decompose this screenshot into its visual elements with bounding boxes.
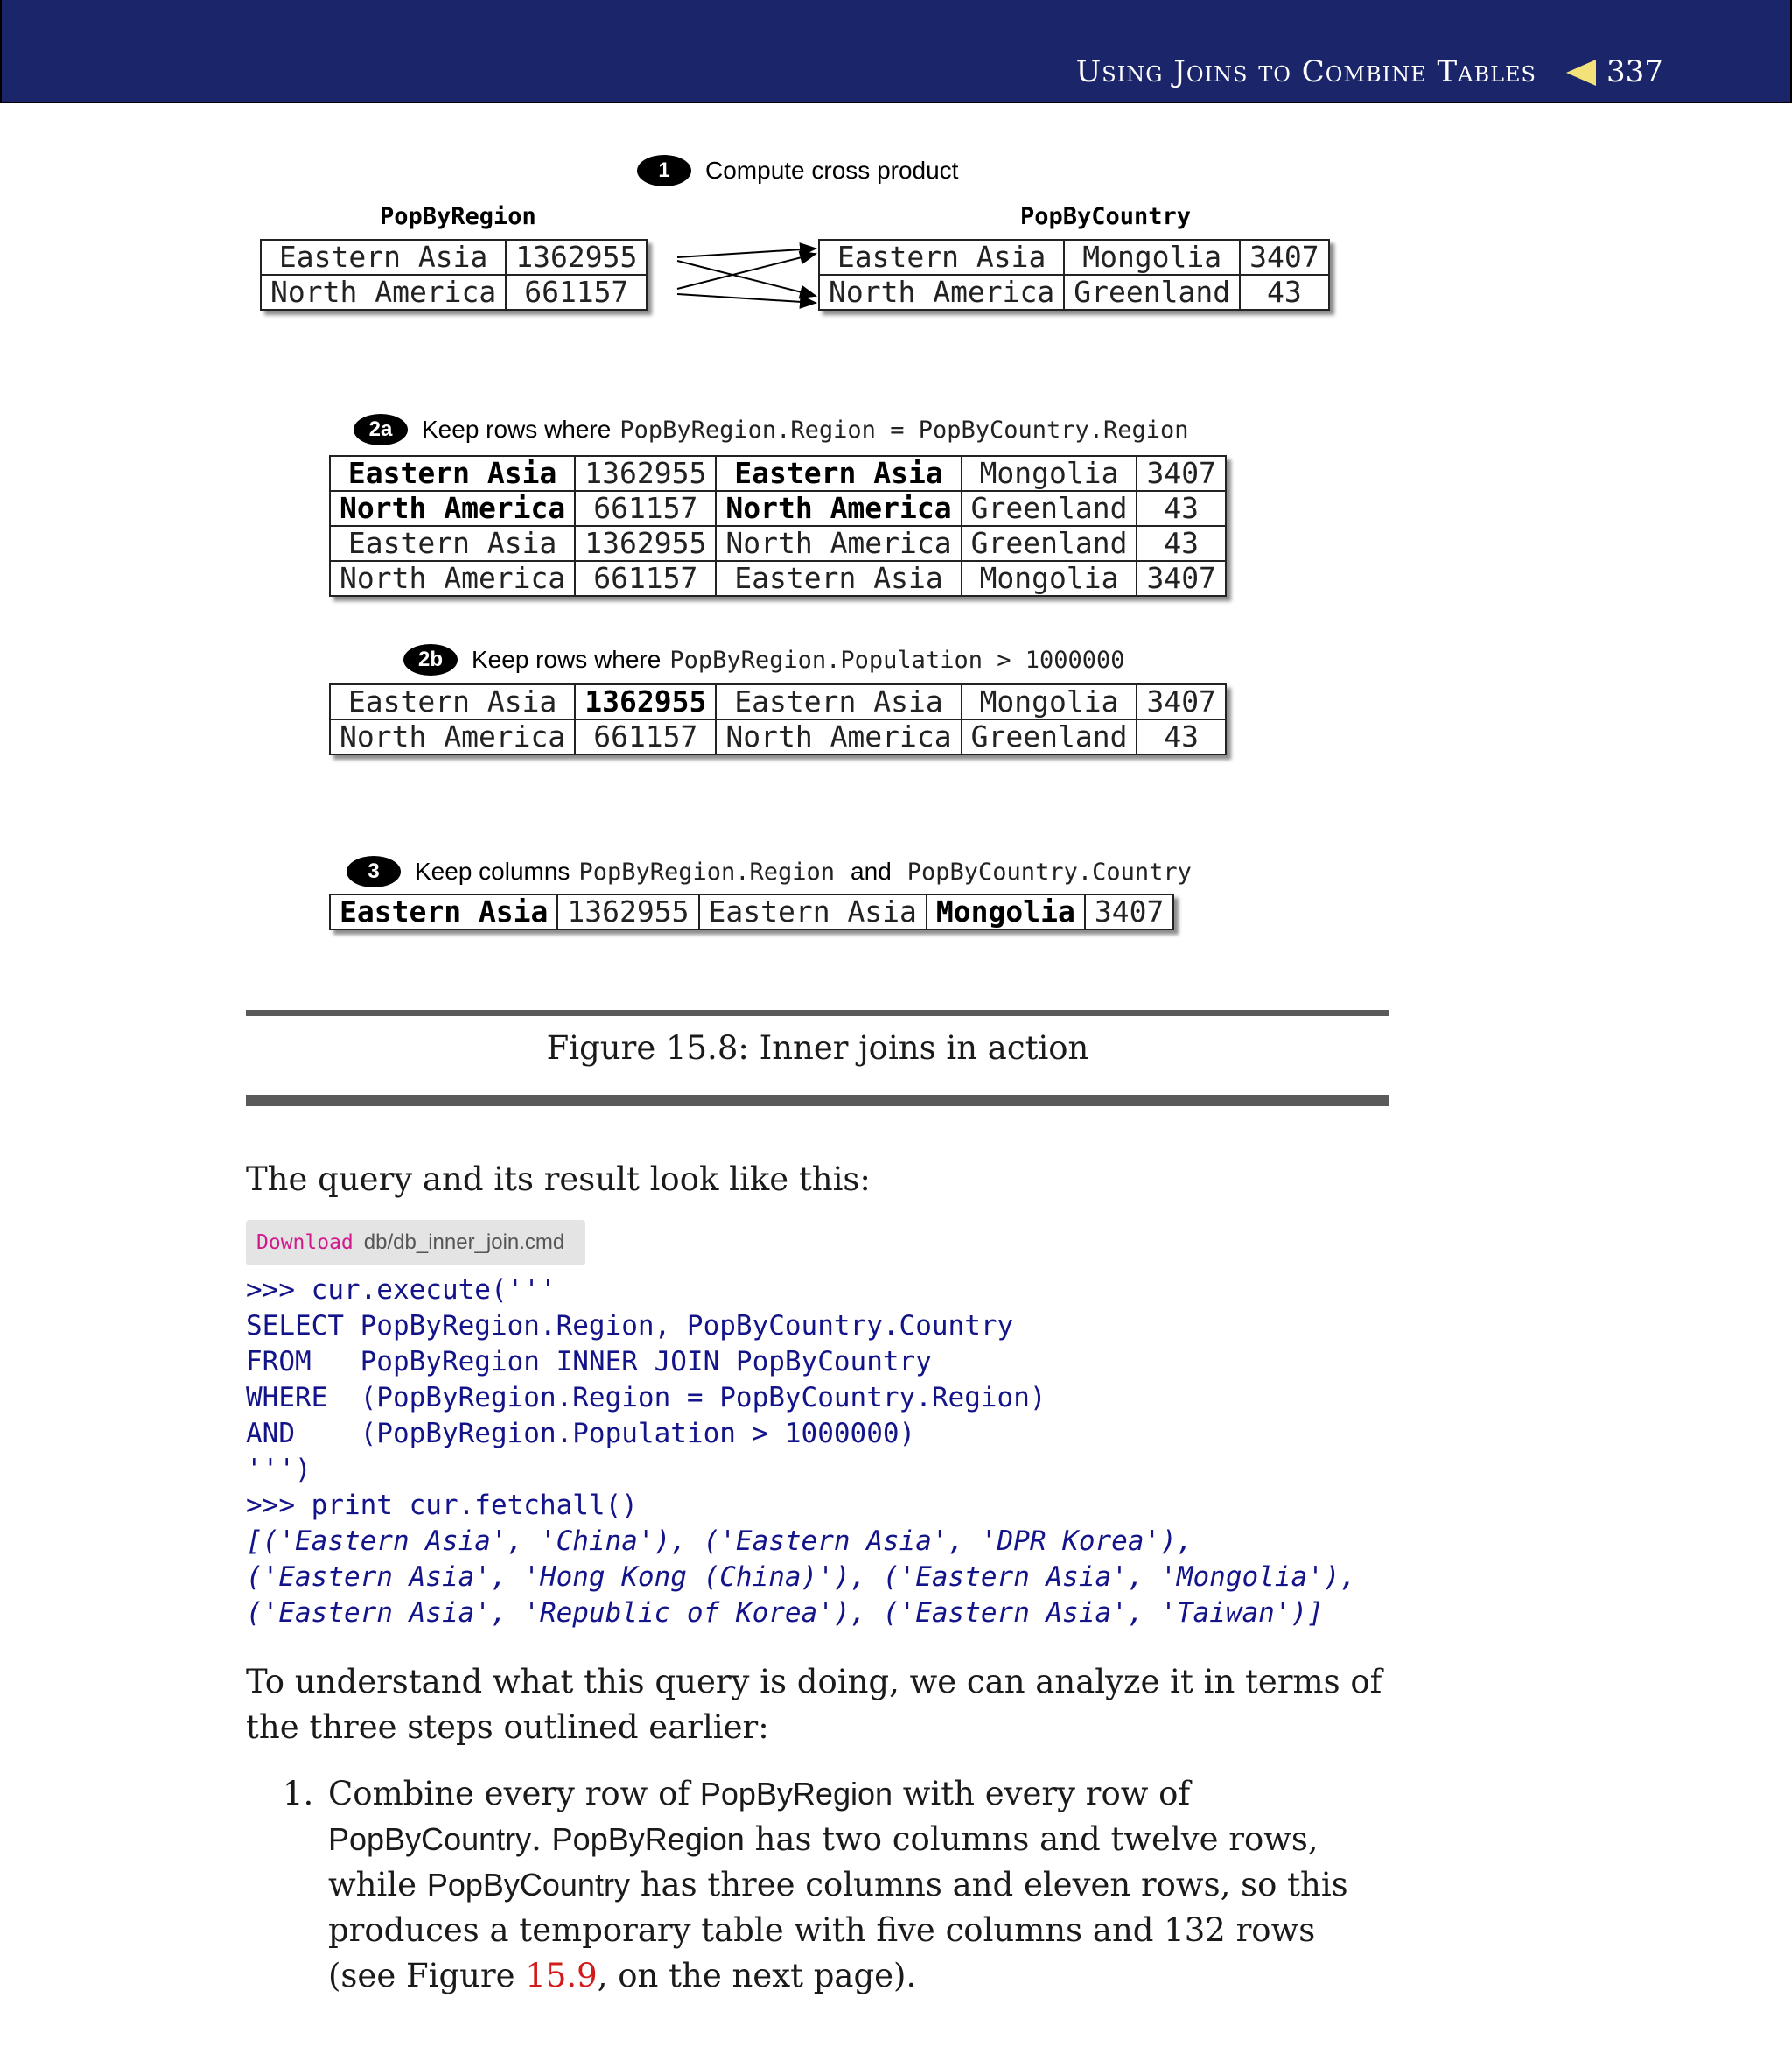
caption-rule-top: [246, 1010, 1390, 1016]
table-cell: 1362955: [575, 456, 716, 491]
table-row: [819, 240, 1329, 275]
table-row: [330, 894, 1173, 929]
code-listing: [246, 1272, 1356, 1631]
step-text: Compute cross product: [705, 157, 959, 184]
table-cell: 661157: [575, 491, 716, 526]
table-cell: 661157: [506, 275, 647, 310]
table-cell: Eastern Asia: [261, 240, 506, 275]
table-cell: 661157: [575, 719, 716, 754]
table-cell: 3407: [1137, 684, 1225, 719]
table-cell: Mongolia: [962, 684, 1138, 719]
table-cell: 1362955: [575, 684, 716, 719]
table-row: [330, 526, 1226, 561]
table-name: PopByRegion: [699, 1776, 893, 1812]
table-cell: Mongolia: [962, 561, 1138, 596]
table-cell: North America: [330, 719, 575, 754]
table-cell: Greenland: [1064, 275, 1240, 310]
step1-heading: [637, 155, 958, 186]
table-cell: 43: [1240, 275, 1328, 310]
table-cell: 3407: [1240, 240, 1328, 275]
table-cell: Eastern Asia: [330, 456, 575, 491]
table-cell: Eastern Asia: [819, 240, 1064, 275]
table-cell: 661157: [575, 561, 716, 596]
arrow-line: [677, 254, 816, 289]
code-line: ('Eastern Asia', 'Republic of Korea'), ('Eastern Asia', 'Taiwan')]: [246, 1597, 1324, 1629]
table-cell: 1362955: [506, 240, 647, 275]
table-cell: Eastern Asia: [716, 456, 961, 491]
table-cell: North America: [330, 491, 575, 526]
table-row: [330, 561, 1226, 596]
table-row: [819, 275, 1329, 310]
table-name: PopByRegion: [551, 1821, 745, 1857]
popbycountry-table: [818, 239, 1330, 311]
table-cell: Mongolia: [962, 456, 1138, 491]
step-code: PopByRegion.Region = PopByCountry.Region: [620, 416, 1189, 444]
analysis-paragraph: To understand what this query is doing, we can analyze it in terms of the three steps outlined earlier:: [246, 1663, 1382, 1746]
table-cell: Eastern Asia: [716, 561, 961, 596]
step-text: Keep rows where: [422, 416, 612, 443]
step-text: and: [850, 858, 892, 885]
table-cell: 43: [1137, 526, 1225, 561]
table-cell: Eastern Asia: [699, 894, 927, 929]
download-link[interactable]: Download: [256, 1231, 354, 1254]
table-cell: North America: [261, 275, 506, 310]
left-arrow-icon: [1566, 60, 1596, 86]
step-text: Keep columns: [415, 858, 570, 885]
step-badge: 1: [637, 155, 691, 186]
table-cell: Mongolia: [1064, 240, 1240, 275]
filtered-population-table: [329, 683, 1227, 755]
table-cell: 43: [1137, 491, 1225, 526]
code-line: FROM PopByRegion INNER JOIN PopByCountry: [246, 1346, 932, 1377]
code-line: ('Eastern Asia', 'Hong Kong (China)'), ('Eastern Asia', 'Mongolia'),: [246, 1561, 1357, 1593]
step-text: Keep rows where: [472, 646, 662, 673]
step2a-heading: [354, 414, 1189, 445]
table-cell: North America: [330, 561, 575, 596]
table-cell: 1362955: [557, 894, 698, 929]
table-row: [330, 456, 1226, 491]
table-cell: Eastern Asia: [330, 894, 557, 929]
table-row: [330, 719, 1226, 754]
code-line: SELECT PopByRegion.Region, PopByCountry.Country: [246, 1310, 1014, 1342]
table-cell: North America: [819, 275, 1064, 310]
table-cell: Eastern Asia: [330, 526, 575, 561]
table-cell: 3407: [1137, 561, 1225, 596]
code-line: '''): [246, 1454, 312, 1485]
step-code: PopByRegion.Population > 1000000: [669, 646, 1125, 674]
step-badge: 3: [346, 856, 401, 887]
filtered-region-table: [329, 455, 1227, 597]
code-line: [('Eastern Asia', 'China'), ('Eastern Asia', 'DPR Korea'),: [246, 1525, 1194, 1557]
result-table: [329, 894, 1174, 930]
code-line: >>> cur.execute(''': [246, 1274, 556, 1306]
step-badge: 2a: [354, 414, 408, 445]
table-cell: Greenland: [962, 526, 1138, 561]
page-header: [0, 0, 1792, 103]
table-cell: Greenland: [962, 491, 1138, 526]
arrow-line: [677, 249, 816, 257]
table-row: [330, 684, 1226, 719]
step3-heading: [346, 856, 1192, 887]
table-name: PopByCountry: [426, 1867, 630, 1903]
table-cell: North America: [716, 526, 961, 561]
chapter-title: Using Joins to Combine Tables: [1075, 54, 1536, 89]
table-name: PopByCountry: [328, 1821, 532, 1857]
table-label-popbycountry: PopByCountry: [1020, 203, 1192, 230]
popbyregion-table: [260, 239, 648, 311]
cross-product-arrows: [674, 242, 822, 312]
list-item-text: Combine every row of PopByRegion with every row of PopByCountry. PopByRegion has two columns and twelve rows, while PopByCountry has three columns and eleven rows, so this produces a temporary table with five columns and 132 rows (see Figure 15.9, on the next page).: [328, 1775, 1348, 1994]
arrow-line: [677, 294, 816, 303]
page-number: 337: [1606, 54, 1663, 89]
download-path: db/db_inner_join.cmd: [363, 1230, 565, 1254]
step-code: PopByCountry.Country: [906, 858, 1192, 886]
table-cell: Eastern Asia: [330, 684, 575, 719]
table-row: [330, 491, 1226, 526]
step2b-heading: [403, 644, 1125, 676]
step-code: PopByRegion.Region: [578, 858, 836, 886]
list-number: 1.: [283, 1775, 314, 1812]
arrow-line: [677, 261, 816, 296]
table-cell: 3407: [1085, 894, 1173, 929]
table-cell: Eastern Asia: [716, 684, 961, 719]
step-badge: 2b: [403, 644, 458, 676]
table-label-popbyregion: PopByRegion: [380, 203, 536, 230]
table-row: [261, 240, 647, 275]
table-cell: North America: [716, 719, 961, 754]
figure-reference-link[interactable]: 15.9: [525, 1957, 598, 1994]
table-cell: 1362955: [575, 526, 716, 561]
caption-rule-bottom: [246, 1095, 1390, 1106]
intro-paragraph: The query and its result look like this:: [246, 1160, 871, 1198]
table-row: [261, 275, 647, 310]
table-cell: Mongolia: [927, 894, 1085, 929]
table-cell: Greenland: [962, 719, 1138, 754]
table-cell: North America: [716, 491, 961, 526]
code-line: >>> print cur.fetchall(): [246, 1490, 638, 1521]
code-line: WHERE (PopByRegion.Region = PopByCountry.Region): [246, 1382, 1046, 1413]
figure-caption: Figure 15.8: Inner joins in action: [546, 1029, 1089, 1067]
code-line: AND (PopByRegion.Population > 1000000): [246, 1418, 916, 1449]
download-tag[interactable]: [246, 1220, 585, 1265]
table-cell: 3407: [1137, 456, 1225, 491]
table-cell: 43: [1137, 719, 1225, 754]
